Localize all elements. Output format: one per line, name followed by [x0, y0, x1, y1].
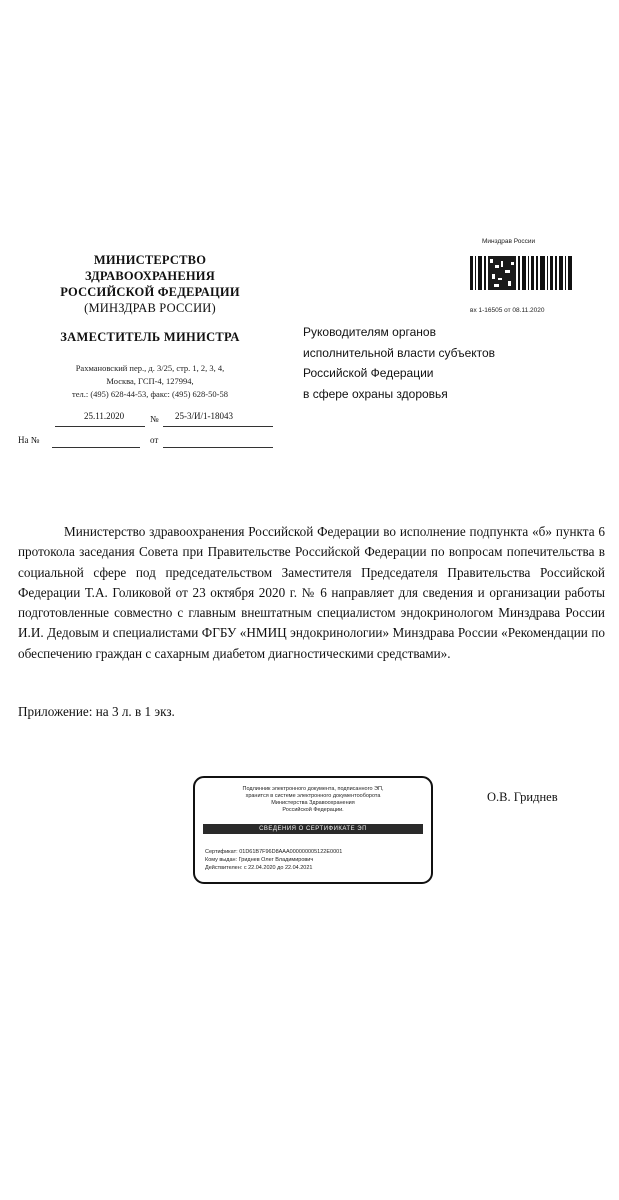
- certificate-details: [205, 848, 342, 872]
- address-line: Москва, ГСП-4, 127994,: [106, 376, 194, 386]
- body-paragraph: Министерство здравоохранения Российской Федерации во исполнение подпункта «б» пункта 6 протокола заседания Совета при Правительстве Российской Федерации по вопросам попечительства в социальной сфере под председательством Заместителя Председателя Правительства Российской Федерации Т.А. Голиковой от 23 октября 2020 г. № 6 направляет для сведения и организации работы подготовленные совместно с главным внештатным специалистом эндокринологом Минздрава России И.И. Дедовым и специалистами ФГБУ «НМИЦ эндокринологии» Минздрава России «Рекомендации по обеспечению граждан с сахарным диабетом диагностическими средствами».: [18, 524, 605, 661]
- address-line: Рахмановский пер., д. 3/25, стр. 1, 2, 3, 4,: [75, 363, 225, 373]
- certificate-validity: Действителен: с 22.04.2020 до 22.04.2021: [205, 865, 313, 871]
- ministry-line: РОССИЙСКОЙ ФЕДЕРАЦИИ: [60, 285, 240, 299]
- registration-stamp: вх 1-16505 от 08.11.2020: [470, 307, 545, 314]
- addressee: [303, 322, 603, 404]
- number-underline: [163, 425, 273, 427]
- date-underline: [55, 425, 145, 427]
- addressee-line: Российской Федерации: [303, 366, 434, 380]
- from-label: от: [150, 435, 159, 445]
- certificate-info-bar: СВЕДЕНИЯ О СЕРТИФИКАТЕ ЭП: [203, 824, 423, 834]
- signer-name: О.В. Гриднев: [487, 790, 558, 804]
- addressee-line: исполнительной власти субъектов: [303, 345, 496, 360]
- number-sign: №: [150, 414, 159, 424]
- registration-org: Минздрав России: [482, 238, 536, 245]
- document-date: 25.11.2020: [84, 411, 125, 421]
- stamp-header: [195, 786, 431, 814]
- barcode-icon: [470, 256, 572, 290]
- stamp-header-line: хранится в системе электронного документооборота: [245, 793, 381, 799]
- in-reply-label: На №: [18, 435, 40, 445]
- certificate-owner: Кому выдан: Гриднев Олег Владимирович: [205, 857, 314, 863]
- addressee-line: в сфере охраны здоровья: [303, 386, 448, 401]
- in-reply-underline: [52, 446, 140, 448]
- stamp-header-line: Министерства Здравоохранения: [271, 800, 355, 806]
- electronic-signature-stamp: [193, 776, 433, 884]
- deputy-title: ЗАМЕСТИТЕЛЬ МИНИСТРА: [60, 330, 240, 344]
- ministry-line: МИНИСТЕРСТВО: [93, 253, 207, 267]
- addressee-line: Руководителям органов: [303, 325, 436, 339]
- stamp-header-line: Подлинник электронного документа, подписанного ЭП,: [242, 786, 384, 792]
- from-underline: [163, 446, 273, 448]
- certificate-serial: Сертификат: 01D61B7F96D8AAA000000005122E0001: [205, 849, 343, 855]
- ministry-line: ЗДРАВООХРАНЕНИЯ: [85, 269, 215, 283]
- stamp-header-line: Российской Федерации.: [282, 807, 344, 813]
- ministry-address: [40, 362, 260, 401]
- ministry-line: (МИНЗДРАВ РОССИИ): [84, 301, 216, 315]
- ministry-name: [50, 252, 250, 316]
- document-number: 25-3/И/1-18043: [175, 411, 233, 421]
- address-line: тел.: (495) 628-44-53, факс: (495) 628-50-58: [72, 389, 228, 399]
- appendix-note: Приложение: на 3 л. в 1 экз.: [18, 704, 175, 719]
